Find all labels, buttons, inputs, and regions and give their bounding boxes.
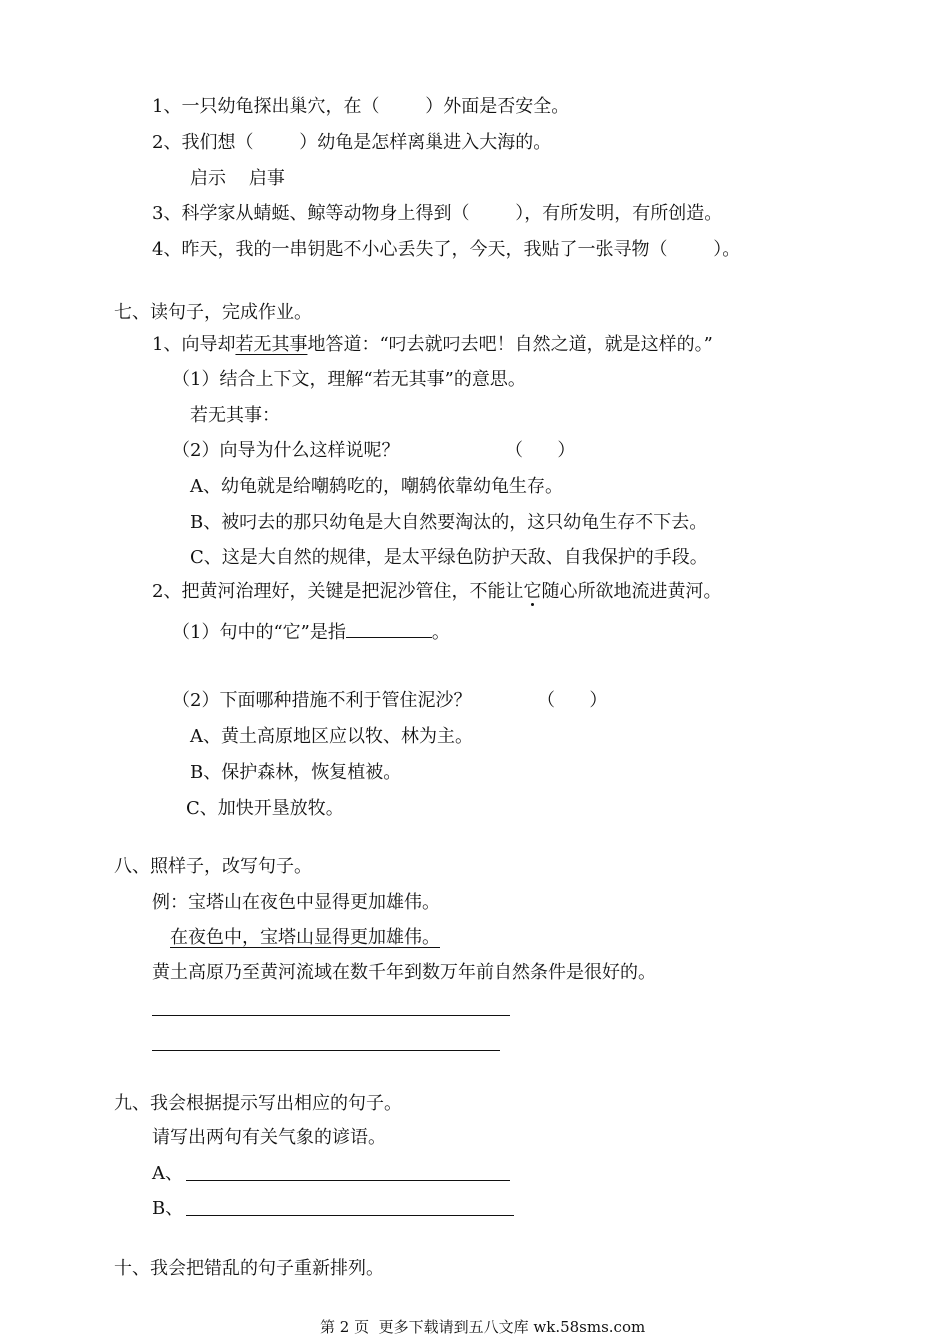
emphasis-dot xyxy=(531,603,534,606)
q6-item-4: 4、昨天，我的一串钥匙不小心丢失了，今天，我贴了一张寻物（ ）。 xyxy=(152,239,741,260)
q7-sentence-1 xyxy=(152,333,713,357)
q9-prompt: 请写出两句有关气象的谚语。 xyxy=(152,1127,386,1148)
q8-sentence: 黄土高原乃至黄河流域在数千年到数万年前自然条件是很好的。 xyxy=(152,962,656,983)
q8-example-rewrite: 在夜色中，宝塔山显得更加雄伟。 xyxy=(170,927,440,948)
q7-s2-sub-question-2: （2）下面哪种措施不利于管住泥沙？ xyxy=(172,690,472,711)
q7-s1-answer-paren: （ ） xyxy=(505,440,576,461)
q9-heading: 九、我会根据提示写出相应的句子。 xyxy=(114,1093,402,1114)
q7-s2-answer-blank[interactable] xyxy=(346,619,432,638)
q7-s1-option-b: B、被叼去的那只幼龟是大自然要淘汰的，这只幼龟生存不下去。 xyxy=(190,512,708,533)
q9-answer-line-b[interactable] xyxy=(186,1215,514,1216)
q7-s1-underlined-phrase: 若无其事 xyxy=(235,334,308,355)
q10-heading: 十、我会把错乱的句子重新排列。 xyxy=(114,1258,384,1279)
q7-s2-sub-question-1 xyxy=(172,619,450,645)
q8-answer-line-1[interactable] xyxy=(152,1015,510,1016)
q6-item-2: 2、我们想（ ）幼龟是怎样离巢进入大海的。 xyxy=(152,132,552,153)
q8-example: 例：宝塔山在夜色中显得更加雄伟。 xyxy=(152,892,440,913)
q7-s1-prefix: 1、向导却 xyxy=(152,334,236,355)
q6-item-1: 1、一只幼龟探出巢穴，在（ ）外面是否安全。 xyxy=(152,96,570,117)
q8-heading: 八、照样子，改写句子。 xyxy=(114,856,312,877)
q7-heading: 七、读句子，完成作业。 xyxy=(114,302,312,323)
q8-answer-line-2[interactable] xyxy=(152,1050,500,1051)
q7-s2-dotted-word xyxy=(523,581,541,602)
q7-s2-prefix: 2、把黄河治理好，关键是把泥沙管住，不能让 xyxy=(152,581,524,602)
q7-s2-option-a: A、黄土高原地区应以牧、林为主。 xyxy=(190,726,473,747)
q7-s1-suffix: 地答道：“叼去就叼去吧！自然之道，就是这样的。” xyxy=(307,334,713,355)
q7-s2-answer-paren: （ ） xyxy=(537,690,608,711)
q9-answer-line-a[interactable] xyxy=(186,1180,510,1181)
q9-label-b: B、 xyxy=(152,1198,184,1219)
q7-s1-sub-question-2: （2）向导为什么这样说呢？ xyxy=(172,440,400,461)
q7-s2-sub1-prefix: （1）句中的“它”是指 xyxy=(172,622,346,643)
page-footer: 第 2 页 更多下载请到五八文库 wk.58sms.com xyxy=(320,1318,646,1336)
q7-s1-sub-question-1: （1）结合上下文，理解“若无其事”的意思。 xyxy=(172,369,526,390)
q7-s1-option-c: C、这是大自然的规律，是太平绿色防护天敌、自我保护的手段。 xyxy=(190,547,708,568)
q7-s1-option-a: A、幼龟就是给嘲鸫吃的，嘲鸫依靠幼龟生存。 xyxy=(190,476,563,497)
q9-label-a: A、 xyxy=(152,1163,183,1184)
q7-s2-option-c: C、加快开垦放牧。 xyxy=(186,798,344,819)
q7-sentence-2 xyxy=(152,580,721,604)
q6-item-3: 3、科学家从蜻蜓、鲸等动物身上得到（ ），有所发明，有所创造。 xyxy=(152,203,723,224)
q7-s1-sub-answer-label: 若无其事： xyxy=(190,405,280,426)
q7-s2-option-b: B、保护森林，恢复植被。 xyxy=(190,762,402,783)
q6-word-options: 启示 启事 xyxy=(190,168,285,189)
q7-s2-sub1-suffix: 。 xyxy=(431,622,450,643)
q7-s2-dotted-char: 它 xyxy=(523,581,542,602)
q7-s2-suffix: 随心所欲地流进黄河。 xyxy=(541,581,722,602)
